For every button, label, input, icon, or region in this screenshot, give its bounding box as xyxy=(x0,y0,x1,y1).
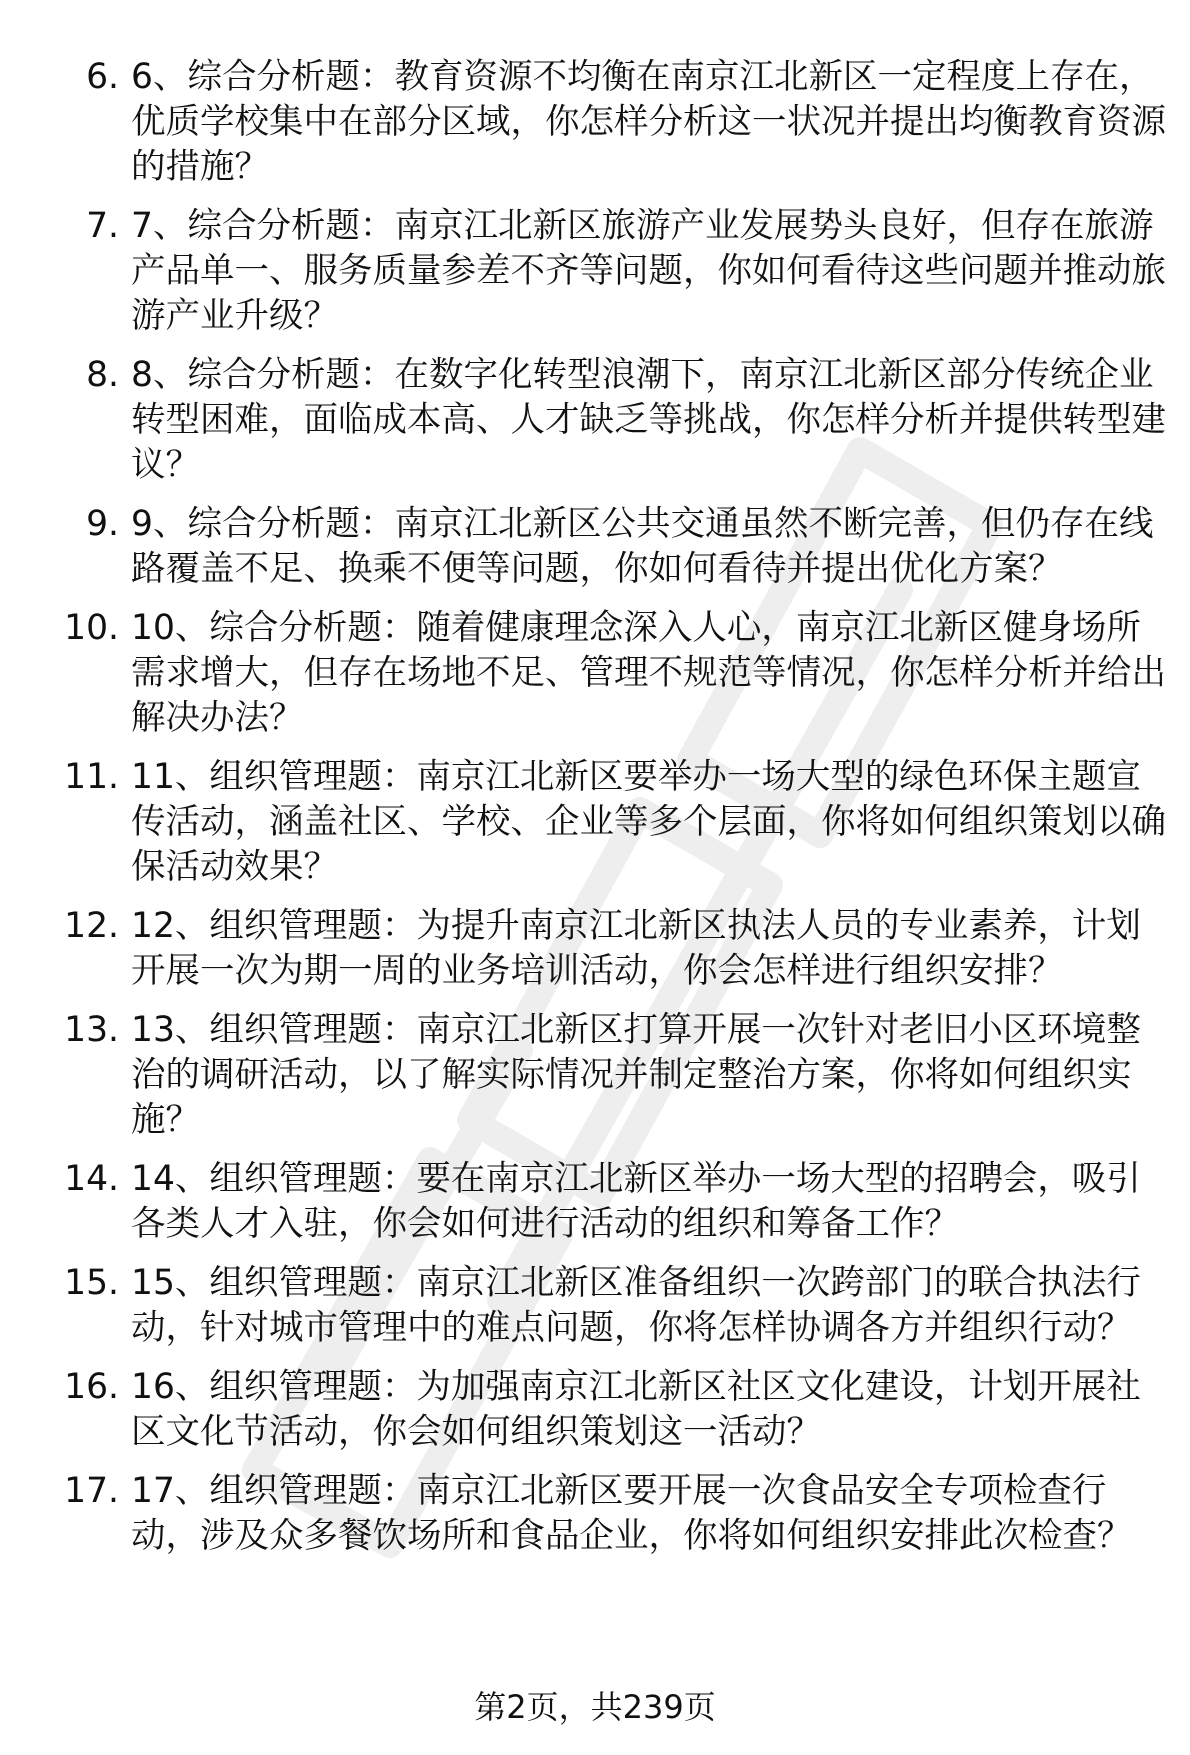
question-text: 10、综合分析题：随着健康理念深入人心，南京江北新区健身场所需求增大，但存在场地不足、管理不规范等情况，你怎样分析并给出解决办法？ xyxy=(131,608,1166,738)
question-text: 6、综合分析题：教育资源不均衡在南京江北新区一定程度上存在，优质学校集中在部分区域，你怎样分析这一状况并提出均衡教育资源的措施？ xyxy=(131,57,1166,187)
list-item xyxy=(0,755,1190,890)
question-number: 9. xyxy=(86,504,119,544)
question-number: 7. xyxy=(86,206,119,246)
question-text: 16、组织管理题：为加强南京江北新区社区文化建设，计划开展社区文化节活动，你会如何组织策划这一活动？ xyxy=(131,1367,1141,1452)
list-item xyxy=(0,1469,1190,1559)
question-number: 16. xyxy=(64,1367,119,1407)
question-text: 13、组织管理题：南京江北新区打算开展一次针对老旧小区环境整治的调研活动，以了解实际情况并制定整治方案，你将如何组织实施？ xyxy=(131,1010,1141,1140)
list-item xyxy=(0,502,1190,592)
question-number: 17. xyxy=(64,1471,119,1511)
question-number: 14. xyxy=(64,1159,119,1199)
question-number: 12. xyxy=(64,906,119,946)
list-item xyxy=(0,606,1190,741)
page-footer: 第2页，共239页 xyxy=(474,1688,716,1726)
list-item xyxy=(0,204,1190,339)
list-item xyxy=(0,1157,1190,1247)
question-text: 15、组织管理题：南京江北新区准备组织一次跨部门的联合执法行动，针对城市管理中的难点问题，你将怎样协调各方并组织行动？ xyxy=(131,1263,1141,1348)
list-item xyxy=(0,1008,1190,1143)
list-item xyxy=(0,1261,1190,1351)
list-item xyxy=(0,1365,1190,1455)
question-list xyxy=(0,55,1190,1573)
question-text: 7、综合分析题：南京江北新区旅游产业发展势头良好，但存在旅游产品单一、服务质量参差不齐等问题，你如何看待这些问题并推动旅游产业升级？ xyxy=(131,206,1166,336)
list-item xyxy=(0,353,1190,488)
question-number: 10. xyxy=(64,608,119,648)
list-item xyxy=(0,55,1190,190)
question-number: 8. xyxy=(86,355,119,395)
question-number: 15. xyxy=(64,1263,119,1303)
list-item xyxy=(0,904,1190,994)
question-number: 6. xyxy=(86,57,119,97)
question-text: 14、组织管理题：要在南京江北新区举办一场大型的招聘会，吸引各类人才入驻，你会如何进行活动的组织和筹备工作？ xyxy=(131,1159,1141,1244)
question-text: 12、组织管理题：为提升南京江北新区执法人员的专业素养，计划开展一次为期一周的业务培训活动，你会怎样进行组织安排？ xyxy=(131,906,1141,991)
question-text: 11、组织管理题：南京江北新区要举办一场大型的绿色环保主题宣传活动，涵盖社区、学校、企业等多个层面，你将如何组织策划以确保活动效果？ xyxy=(131,757,1166,887)
question-text: 17、组织管理题：南京江北新区要开展一次食品安全专项检查行动，涉及众多餐饮场所和食品企业，你将如何组织安排此次检查？ xyxy=(131,1471,1132,1556)
question-number: 11. xyxy=(64,757,119,797)
question-number: 13. xyxy=(64,1010,119,1050)
question-text: 9、综合分析题：南京江北新区公共交通虽然不断完善，但仍存在线路覆盖不足、换乘不便等问题，你如何看待并提出优化方案？ xyxy=(131,504,1154,589)
question-text: 8、综合分析题：在数字化转型浪潮下，南京江北新区部分传统企业转型困难，面临成本高、人才缺乏等挑战，你怎样分析并提供转型建议？ xyxy=(131,355,1166,485)
